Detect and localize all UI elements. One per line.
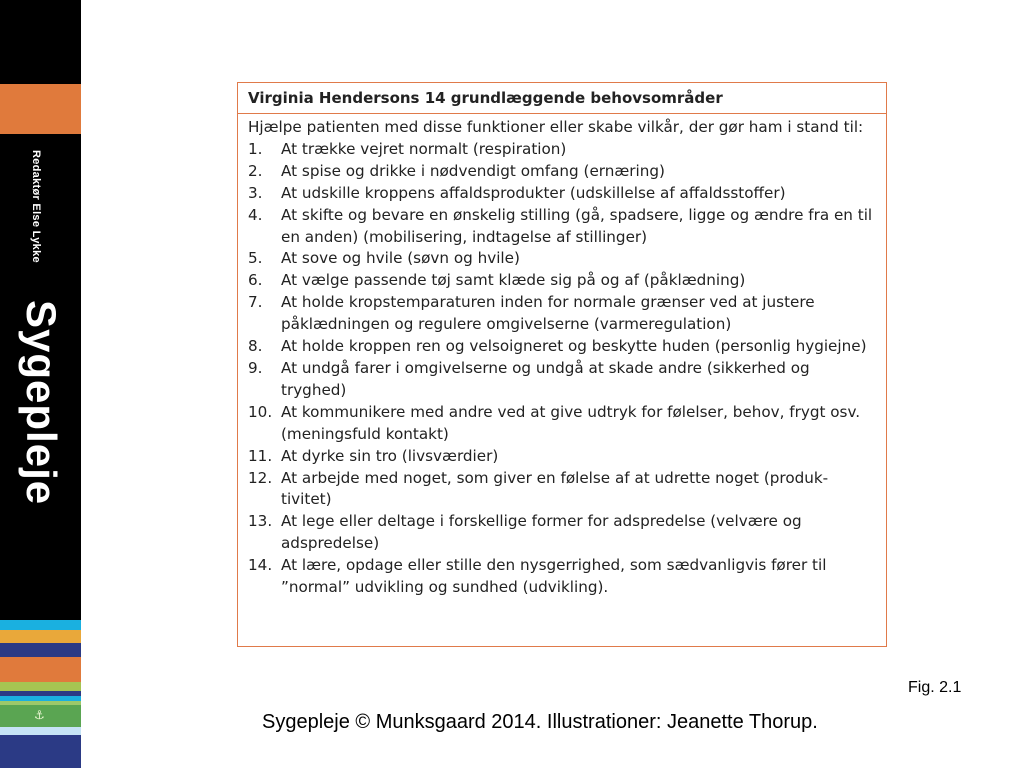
item-number: 6. — [248, 271, 263, 290]
list-item — [248, 446, 876, 468]
item-number: 9. — [248, 358, 263, 377]
table-heading: Virginia Hendersons 14 grundlæggende behovsområder — [238, 83, 886, 114]
list-item — [248, 358, 876, 402]
item-number: 1. — [248, 139, 263, 158]
credit-line: Sygepleje © Munksgaard 2014. Illustrationer: Jeanette Thorup. — [262, 711, 818, 733]
list-item — [248, 468, 876, 512]
stripe — [0, 657, 81, 682]
stripe — [0, 643, 81, 657]
table-body — [238, 114, 886, 599]
item-text: At holde kroppen ren og velsoigneret og beskytte huden (personlig hygiejne) — [281, 337, 867, 356]
stripe — [0, 682, 81, 691]
item-number: 3. — [248, 183, 263, 202]
book-title: Sygepleje — [18, 300, 65, 506]
book-sidebar — [0, 0, 81, 768]
list-item — [248, 139, 876, 161]
item-text: At trække vejret normalt (respiration) — [281, 139, 567, 158]
figure-label: Fig. 2.1 — [908, 679, 962, 696]
item-number: 8. — [248, 337, 263, 356]
item-number: 13. — [248, 512, 273, 531]
needs-list — [248, 139, 876, 599]
list-item — [248, 336, 876, 358]
list-item — [248, 161, 876, 183]
item-text: At vælge passende tøj samt klæde sig på og af (påklædning) — [281, 271, 746, 290]
stripe — [0, 735, 81, 768]
stripe — [0, 630, 81, 643]
item-text: At arbejde med noget, som giver en følelse af at udrette noget (produk-tivitet) — [281, 468, 829, 509]
item-number: 10. — [248, 402, 273, 421]
list-item — [248, 555, 876, 599]
list-item — [248, 292, 876, 336]
item-number: 5. — [248, 249, 263, 268]
item-text: At undgå farer i omgivelserne og undgå at skade andre (sikkerhed og tryghed) — [281, 358, 810, 399]
item-number: 12. — [248, 468, 273, 487]
list-item — [248, 402, 876, 446]
list-item — [248, 511, 876, 555]
list-item — [248, 270, 876, 292]
item-number: 11. — [248, 446, 273, 465]
list-item — [248, 183, 876, 205]
item-text: At skifte og bevare en ønskelig stilling (gå, spadsere, ligge og ændre fra en til en anden) (mobilisering, indtagelse af stillinger) — [281, 205, 873, 246]
item-text: At spise og drikke i nødvendigt omfang (ernæring) — [281, 161, 665, 180]
item-text: At udskille kroppens affaldsprodukter (udskillelse af affaldsstoffer) — [281, 183, 786, 202]
publisher-logo-icon: ⚓ — [34, 708, 45, 722]
list-item — [248, 248, 876, 270]
stripe — [0, 84, 81, 134]
list-item — [248, 205, 876, 249]
item-text: At kommunikere med andre ved at give udtryk for følelser, behov, frygt osv. (meningsfuld kontakt) — [281, 402, 861, 443]
stripe — [0, 620, 81, 630]
item-number: 2. — [248, 161, 263, 180]
henderson-table — [237, 82, 887, 647]
item-text: At lære, opdage eller stille den nysgerrighed, som sædvanligvis fører til ”normal” udvikling og sundhed (udvikling). — [281, 556, 827, 597]
intro-text: Hjælpe patienten med disse funktioner eller skabe vilkår, der gør ham i stand til: — [248, 118, 864, 136]
item-number: 4. — [248, 205, 263, 224]
item-text: At sove og hvile (søvn og hvile) — [281, 249, 520, 268]
stripe — [0, 727, 81, 735]
item-text: At dyrke sin tro (livsværdier) — [281, 446, 499, 465]
item-text: At lege eller deltage i forskellige former for adspredelse (velvære og adspredelse) — [281, 512, 802, 553]
editor-label: Redaktør Else Lykke — [30, 150, 42, 263]
item-number: 14. — [248, 556, 273, 575]
item-text: At holde kropstemparaturen inden for normale grænser ved at justere påklædningen og regulere omgivelserne (varmeregulation) — [281, 293, 815, 334]
item-number: 7. — [248, 293, 263, 312]
